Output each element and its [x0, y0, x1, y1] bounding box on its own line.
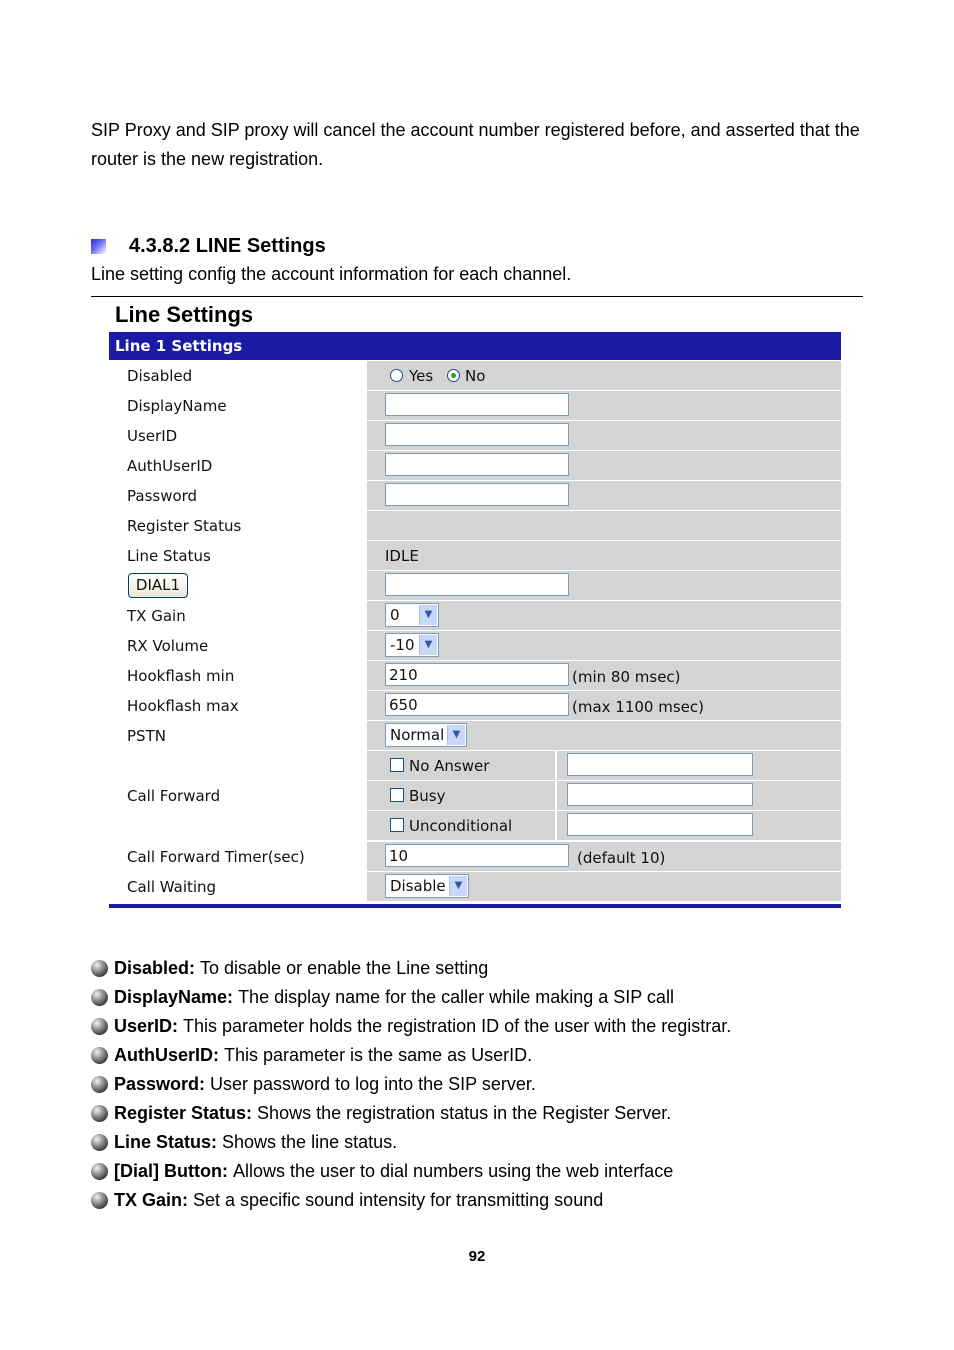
busy-checkbox[interactable]	[390, 788, 404, 802]
definition-term: Register Status:	[114, 1103, 253, 1123]
label-password: Password	[127, 487, 198, 505]
line-settings-header-bar	[109, 332, 841, 360]
row-call-forward-timer	[109, 842, 841, 871]
radio-no[interactable]	[447, 369, 460, 382]
tx-gain-value: 0	[390, 606, 400, 624]
row-password	[109, 481, 841, 510]
bullet-icon	[91, 1163, 108, 1180]
call-waiting-value: Disable	[390, 877, 446, 895]
bullet-icon	[91, 1134, 108, 1151]
definition-term: UserID:	[114, 1016, 179, 1036]
row-dial	[109, 571, 841, 600]
square-bullet-icon	[91, 239, 106, 254]
definition-text: This parameter is the same as UserID.	[224, 1045, 533, 1065]
list-item	[91, 1128, 731, 1157]
pstn-select[interactable]	[385, 723, 467, 747]
label-user-id: UserID	[127, 427, 178, 445]
dial-button[interactable]: DIAL1	[128, 573, 188, 598]
row-rx-volume	[109, 631, 841, 660]
label-auth-user-id: AuthUserID	[127, 457, 213, 475]
row-user-id	[109, 421, 841, 450]
label-register-status: Register Status	[127, 517, 242, 535]
definition-text: Set a specific sound intensity for transmitting sound	[193, 1190, 604, 1210]
list-item	[91, 954, 731, 983]
label-hookflash-min: Hookflash min	[127, 667, 235, 685]
label-disabled: Disabled	[127, 367, 193, 385]
bullet-icon	[91, 1105, 108, 1122]
row-call-waiting	[109, 872, 841, 901]
rx-volume-value: -10	[390, 636, 415, 654]
dial-number-input[interactable]	[385, 573, 569, 596]
hookflash-min-note: (min 80 msec)	[572, 668, 681, 686]
list-item	[91, 1041, 731, 1070]
bullet-icon	[91, 1192, 108, 1209]
intro-paragraph: SIP Proxy and SIP proxy will cancel the account number registered before, and asserted that the router is the new registration.	[91, 120, 860, 169]
horizontal-rule	[91, 296, 863, 297]
section-title: 4.3.8.2 LINE Settings	[129, 234, 326, 257]
row-call-forward	[109, 751, 841, 840]
pstn-value: Normal	[390, 726, 445, 744]
call-forward-timer-note: (default 10)	[577, 849, 666, 867]
row-auth-user-id	[109, 451, 841, 480]
chevron-down-icon: ▼	[447, 725, 465, 745]
label-call-forward: Call Forward	[127, 787, 221, 805]
definition-term: AuthUserID:	[114, 1045, 220, 1065]
bullet-icon	[91, 1018, 108, 1035]
bullet-icon	[91, 1076, 108, 1093]
page-number: 92	[468, 1248, 486, 1265]
panel-bottom-border	[109, 904, 841, 908]
label-call-waiting: Call Waiting	[127, 878, 217, 896]
bullet-icon	[91, 989, 108, 1006]
hookflash-max-note: (max 1100 msec)	[572, 698, 704, 716]
chevron-down-icon: ▼	[419, 635, 437, 655]
busy-forward-input[interactable]	[567, 783, 753, 806]
definition-term: Password:	[114, 1074, 206, 1094]
definition-text: To disable or enable the Line setting	[200, 958, 489, 978]
row-hookflash-max	[109, 691, 841, 720]
label-pstn: PSTN	[127, 727, 166, 745]
rx-volume-select[interactable]	[385, 633, 439, 657]
label-tx-gain: TX Gain	[127, 607, 186, 625]
radio-no-label: No	[465, 367, 486, 385]
radio-yes-label: Yes	[409, 367, 434, 385]
label-call-forward-timer: Call Forward Timer(sec)	[127, 848, 305, 866]
line-status-value: IDLE	[385, 547, 419, 565]
label-rx-volume: RX Volume	[127, 637, 209, 655]
list-item	[91, 1186, 731, 1215]
unconditional-checkbox[interactable]	[390, 818, 404, 832]
list-item	[91, 1070, 731, 1099]
screenshot-title: Line Settings	[115, 302, 254, 327]
definition-text: Shows the line status.	[222, 1132, 398, 1152]
row-pstn	[109, 721, 841, 750]
definition-list	[91, 954, 731, 1215]
auth-user-id-input[interactable]	[385, 453, 569, 476]
definition-text: This parameter holds the registration ID of the user with the registrar.	[183, 1016, 732, 1036]
definition-term: [Dial] Button:	[114, 1161, 228, 1181]
section-heading	[91, 232, 326, 260]
definition-text: Allows the user to dial numbers using the web interface	[232, 1161, 674, 1181]
hookflash-max-input[interactable]: 650	[385, 693, 569, 716]
line-settings-screenshot	[93, 298, 861, 916]
busy-label: Busy	[409, 787, 446, 805]
no-answer-forward-input[interactable]	[567, 753, 753, 776]
tx-gain-select[interactable]	[385, 603, 439, 627]
chevron-down-icon: ▼	[449, 876, 467, 896]
register-status-value	[367, 511, 841, 540]
call-waiting-select[interactable]	[385, 874, 469, 898]
list-item	[91, 1012, 731, 1041]
row-disabled	[109, 361, 841, 390]
list-item	[91, 1157, 731, 1186]
no-answer-label: No Answer	[409, 757, 490, 775]
hookflash-min-input[interactable]: 210	[385, 663, 569, 686]
chevron-down-icon: ▼	[419, 605, 437, 625]
definition-term: TX Gain:	[114, 1190, 189, 1210]
header-bar-title: Line 1 Settings	[115, 337, 243, 355]
row-display-name	[109, 391, 841, 420]
bullet-icon	[91, 960, 108, 977]
unconditional-label: Unconditional	[409, 817, 513, 835]
section-description: Line setting config the account information for each channel.	[91, 264, 572, 284]
bullet-icon	[91, 1047, 108, 1064]
definition-term: DisplayName:	[114, 987, 234, 1007]
row-register-status	[109, 511, 841, 540]
definition-term: Line Status:	[114, 1132, 218, 1152]
no-answer-checkbox[interactable]	[390, 758, 404, 772]
definition-text: Shows the registration status in the Register Server.	[257, 1103, 672, 1123]
definition-text: The display name for the caller while making a SIP call	[238, 987, 674, 1007]
definition-text: User password to log into the SIP server.	[210, 1074, 536, 1094]
display-name-input[interactable]	[385, 393, 569, 416]
radio-yes[interactable]	[390, 369, 403, 382]
list-item	[91, 1099, 731, 1128]
unconditional-forward-input[interactable]	[567, 813, 753, 836]
list-item	[91, 983, 731, 1012]
label-display-name: DisplayName	[127, 397, 227, 415]
label-line-status: Line Status	[127, 547, 211, 565]
password-input[interactable]	[385, 483, 569, 506]
row-tx-gain	[109, 601, 841, 630]
label-hookflash-max: Hookflash max	[127, 697, 239, 715]
definition-term: Disabled:	[114, 958, 196, 978]
user-id-input[interactable]	[385, 423, 569, 446]
call-forward-timer-input[interactable]: 10	[385, 844, 569, 867]
row-hookflash-min	[109, 661, 841, 690]
row-line-status	[109, 541, 841, 570]
